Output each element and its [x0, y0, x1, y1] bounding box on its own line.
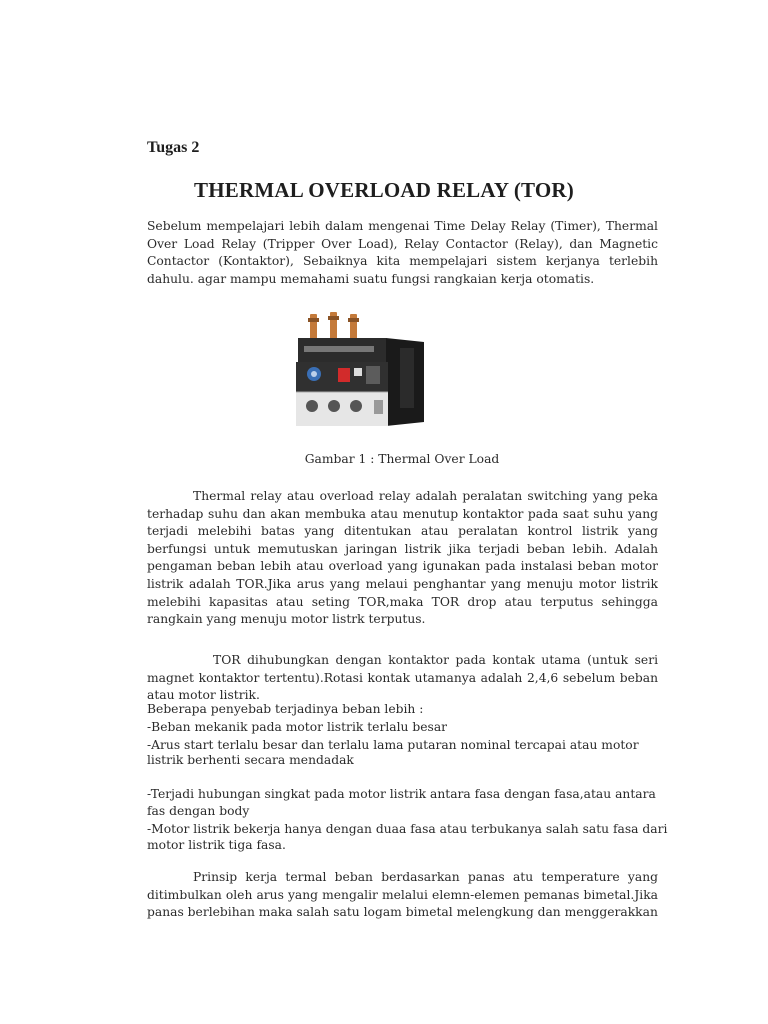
cause-item-continued: motor listrik tiga fasa. [147, 838, 286, 852]
causes-heading: Beberapa penyebab terjadinya beban lebih : [147, 702, 424, 716]
cause-item: -Beban mekanik pada motor listrik terlalu besar [147, 720, 448, 734]
cause-item-continued: listrik berhenti secara mendadak [147, 753, 354, 767]
cause-item: -Terjadi hubungan singkat pada motor listrik antara fasa dengan fasa,atau antara [147, 787, 656, 801]
intro-paragraph: Sebelum mempelajari lebih dalam mengenai Time Delay Relay (Timer), Thermal Over Load Relay (Tripper Over Load), Relay Contactor (Relay), dan Magnetic Contactor (Kontaktor), Sebaiknya kita mempelajari sistem kerjanya terlebih dahulu. agar mampu memahami suatu fungsi rangkaian kerja otomatis. [147, 219, 658, 286]
page-title: THERMAL OVERLOAD RELAY (TOR) [194, 178, 574, 202]
paragraph-working-principle: Prinsip kerja termal beban berdasarkan panas atu temperature yang ditimbulkan oleh arus yang mengalir melalui elemn-elemen pemanas bimetal.Jika panas berlebihan maka salah satu logam bimetal melengkung dan menggerakkan [147, 870, 658, 920]
thermal-overload-relay-image [290, 308, 432, 434]
paragraph-connection: TOR dihubungkan dengan kontaktor pada kontak utama (untuk seri magnet kontaktor tertentu).Rotasi kontak utamanya adalah 2,4,6 sebelum beban atau motor listrik. [147, 653, 658, 703]
cause-item: -Motor listrik bekerja hanya dengan duaa fasa atau terbukanya salah satu fasa dari [147, 822, 668, 836]
cause-item: -Arus start terlalu besar dan terlalu lama putaran nominal tercapai atau motor [147, 738, 639, 752]
cause-item-continued: fas dengan body [147, 804, 250, 818]
paragraph-definition: Thermal relay atau overload relay adalah peralatan switching yang peka terhadap suhu dan akan membuka atau menutup kontaktor pada saat suhu yang terjadi melebihi batas yang ditentukan atau peralatan kontrol listrik yang berfungsi untuk memutuskan jaringan listrik jika terjadi beban lebih. Adalah pengaman beban lebih atau overload yang igunakan pada instalasi beban motor listrik adalah TOR.Jika arus yang melaui penghantar yang menuju motor listrik melebihi kapasitas atau seting TOR,maka TOR drop atau terputus sehingga rangkain yang menuju motor listrk terputus. [147, 489, 658, 627]
task-label: Tugas 2 [147, 139, 200, 156]
figure-caption: Gambar 1 : Thermal Over Load [304, 452, 500, 466]
